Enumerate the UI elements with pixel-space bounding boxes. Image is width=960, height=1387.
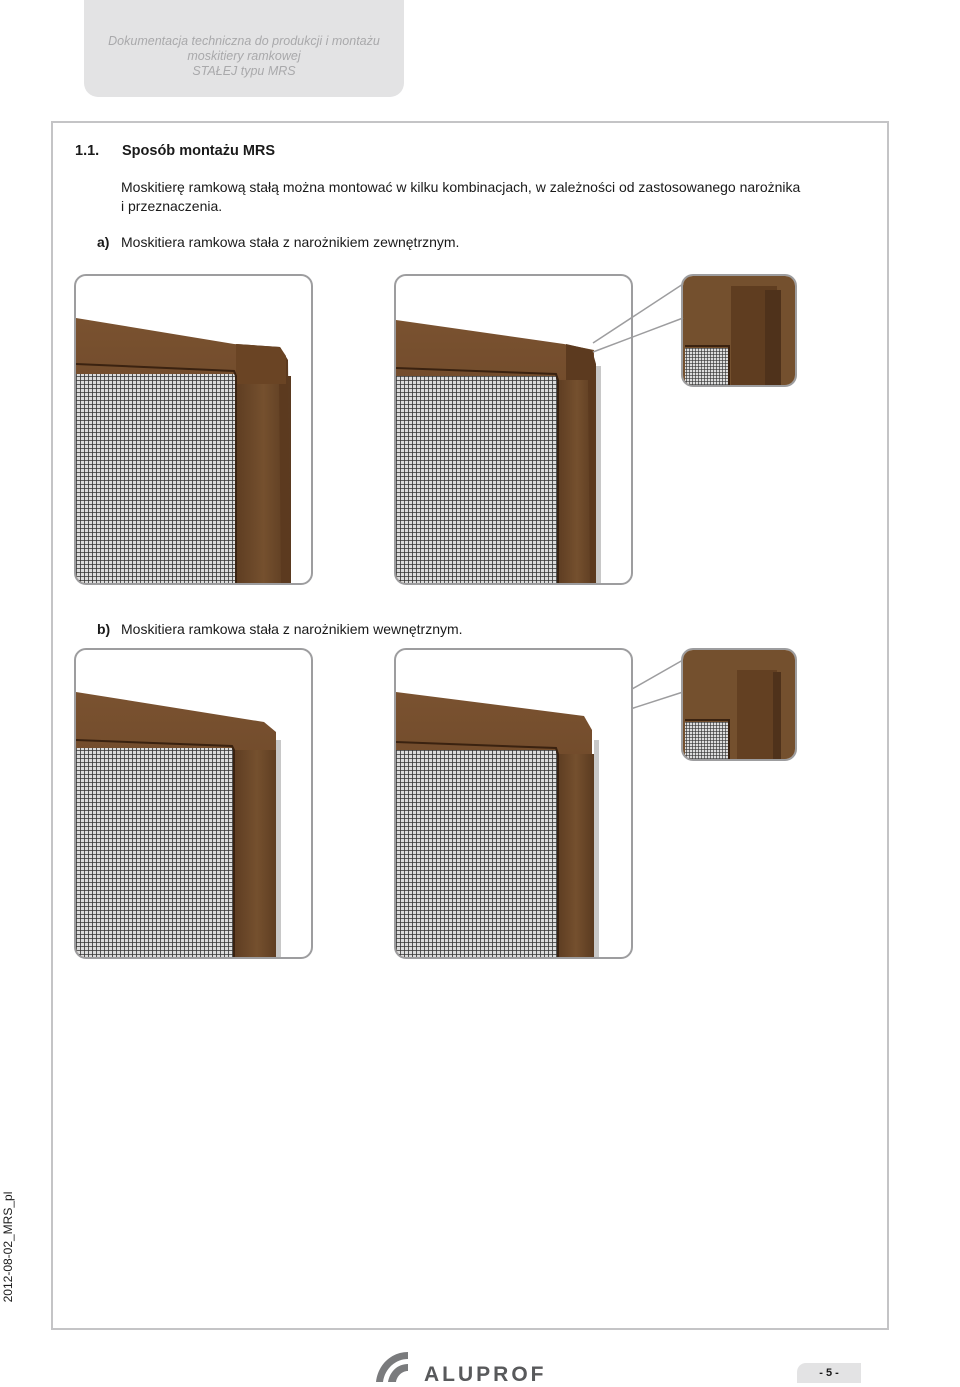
frame-corner-external-detail bbox=[683, 276, 795, 385]
panel-a-front-view bbox=[74, 274, 313, 585]
brand-name: ALUPROF bbox=[424, 1363, 547, 1386]
panel-b-front-view bbox=[74, 648, 313, 959]
caption-a-letter: a) bbox=[97, 234, 110, 250]
panel-a-side-view bbox=[394, 274, 633, 585]
intro-line-1: Moskitierę ramkową stałą można montować w kilku kombinacjach, w zależności od zastosowanego narożnika bbox=[121, 179, 801, 195]
intro-line-2: i przeznaczenia. bbox=[121, 198, 223, 214]
caption-a-text: Moskitiera ramkowa stała z narożnikiem zewnętrznym. bbox=[121, 234, 460, 250]
intro-paragraph bbox=[121, 178, 871, 216]
frame-corner-internal-detail bbox=[683, 650, 795, 759]
header-title-line-2: moskitiery ramkowej bbox=[187, 49, 301, 63]
document-code: 2012-08-02_MRS_pl bbox=[1, 1191, 15, 1303]
section-number: 1.1. bbox=[75, 143, 100, 159]
caption-variant-b bbox=[97, 621, 463, 637]
panel-b-detail-zoom bbox=[681, 648, 797, 761]
document-header bbox=[84, 0, 404, 97]
panel-a-detail-zoom bbox=[681, 274, 797, 387]
page-number: - 5 - bbox=[797, 1363, 861, 1383]
caption-b-text: Moskitiera ramkowa stała z narożnikiem wewnętrznym. bbox=[121, 621, 463, 637]
header-title-line-3: STAŁEJ typu MRS bbox=[192, 64, 296, 78]
section-heading bbox=[75, 143, 275, 159]
frame-corner-external-front bbox=[76, 276, 311, 583]
frame-corner-external-side bbox=[396, 276, 631, 583]
section-title: Sposób montażu MRS bbox=[122, 143, 276, 159]
frame-corner-internal-front bbox=[76, 650, 311, 957]
panel-b-side-view bbox=[394, 648, 633, 959]
caption-b-letter: b) bbox=[97, 621, 111, 637]
header-title-line-1: Dokumentacja techniczna do produkcji i montażu bbox=[108, 34, 380, 48]
frame-corner-internal-side bbox=[396, 650, 631, 957]
caption-variant-a bbox=[97, 234, 459, 250]
